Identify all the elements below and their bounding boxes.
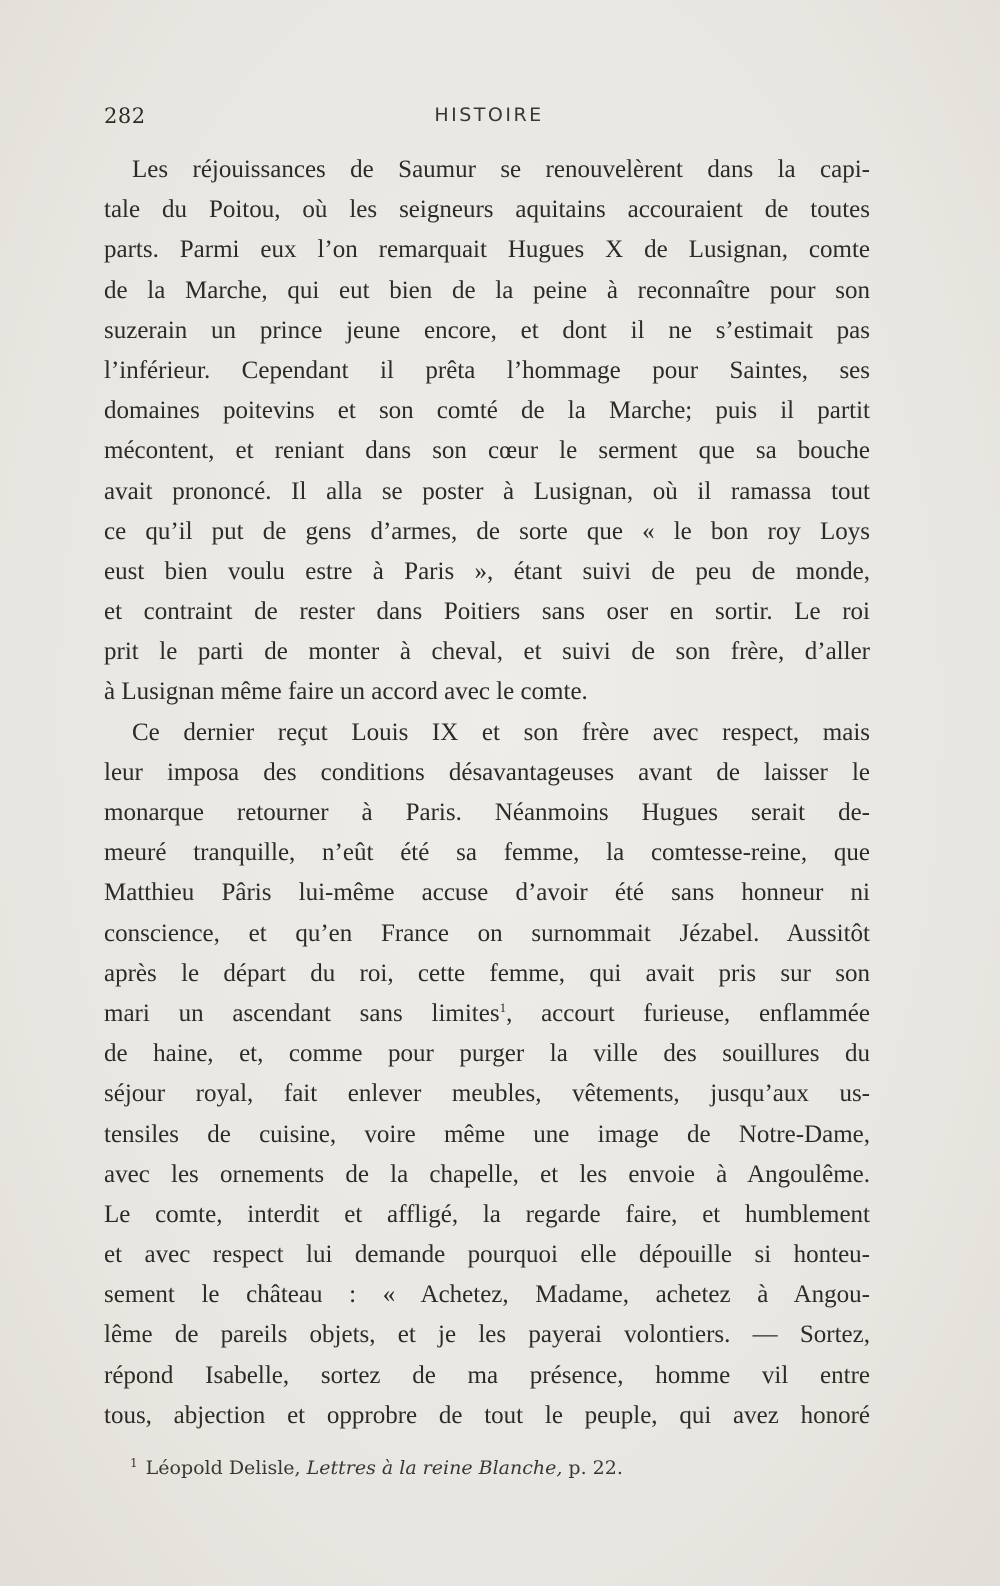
text-line: prit le parti de monter à cheval, et suivi de son frère, d’aller [104, 638, 870, 666]
text-line: meuré tranquille, n’eût été sa femme, la comtesse-reine, que [104, 839, 870, 867]
text-line: Les réjouissances de Saumur se renouvelèrent dans la capi- [132, 156, 870, 183]
text-line: avait prononcé. Il alla se poster à Lusignan, où il ramassa tout [104, 477, 870, 505]
text-line: avec les ornements de la chapelle, et les envoie à Angoulême. [104, 1160, 870, 1188]
text-line: après le départ du roi, cette femme, qui avait pris sur son [104, 959, 870, 987]
text-segment: , accourt furieuse, enflammée [506, 999, 870, 1027]
footnote-author: Léopold Delisle, [145, 1457, 301, 1479]
text-line: à Lusignan même faire un accord avec le comte. [104, 678, 588, 706]
text-line: lême de pareils objets, et je les payerai volontiers. — Sortez, [104, 1321, 870, 1349]
text-line: Matthieu Pâris lui-même accuse d’avoir été sans honneur ni [104, 879, 870, 907]
text-line: conscience, et qu’en France on surnommait Jézabel. Aussitôt [104, 919, 870, 947]
text-line: répond Isabelle, sortez de ma présence, homme vil entre [104, 1361, 870, 1389]
text-line: et avec respect lui demande pourquoi elle dépouille si honteu- [104, 1241, 870, 1269]
text-line: Le comte, interdit et affligé, la regarde faire, et humblement [104, 1200, 870, 1228]
page-number: 282 [104, 104, 146, 128]
text-line: Ce dernier reçut Louis IX et son frère avec respect, mais [132, 718, 870, 746]
running-head [104, 104, 874, 134]
text-line: et contraint de rester dans Poitiers sans oser en sortir. Le roi [104, 598, 870, 626]
body-text [104, 150, 870, 1436]
text-line: sement le château : « Achetez, Madame, achetez à Angou- [104, 1281, 870, 1309]
footnote-page: p. 22. [562, 1457, 623, 1479]
text-line: de la Marche, qui eut bien de la peine à reconnaître pour son [104, 276, 870, 304]
text-line: tous, abjection et opprobre de tout le peuple, qui avez honoré [104, 1401, 870, 1429]
footnote-title: Lettres à la reine Blanche, [306, 1457, 563, 1479]
footnote-reference[interactable]: 1 [499, 999, 507, 1015]
text-line: suzerain un prince jeune encore, et dont il ne s’estimait pas [104, 316, 870, 344]
text-segment: mari un ascendant sans limites [104, 999, 500, 1027]
text-line: monarque retourner à Paris. Néanmoins Hugues serait de- [104, 799, 870, 826]
running-title: HISTOIRE [434, 104, 544, 126]
text-line: séjour royal, fait enlever meubles, vêtements, jusqu’aux us- [104, 1080, 870, 1108]
text-line: leur imposa des conditions désavantageuses avant de laisser le [104, 758, 870, 786]
text-line: parts. Parmi eux l’on remarquait Hugues X de Lusignan, comte [104, 236, 870, 264]
footnote [130, 1456, 870, 1479]
text-line: domaines poitevins et son comté de la Marche; puis il partit [104, 397, 870, 425]
text-line: ce qu’il put de gens d’armes, de sorte que « le bon roy Loys [104, 517, 870, 545]
footnote-marker: 1 [130, 1456, 138, 1470]
text-line-with-footnote [104, 994, 870, 1034]
text-line: tale du Poitou, où les seigneurs aquitains accouraient de toutes [104, 196, 870, 224]
text-line: eust bien voulu estre à Paris », étant suivi de peu de monde, [104, 557, 870, 585]
text-line: tensiles de cuisine, voire même une image de Notre-Dame, [104, 1120, 870, 1148]
text-line: de haine, et, comme pour purger la ville des souillures du [104, 1040, 870, 1068]
text-line: l’inférieur. Cependant il prêta l’hommage pour Saintes, ses [104, 356, 870, 384]
text-line: mécontent, et reniant dans son cœur le serment que sa bouche [104, 437, 870, 465]
